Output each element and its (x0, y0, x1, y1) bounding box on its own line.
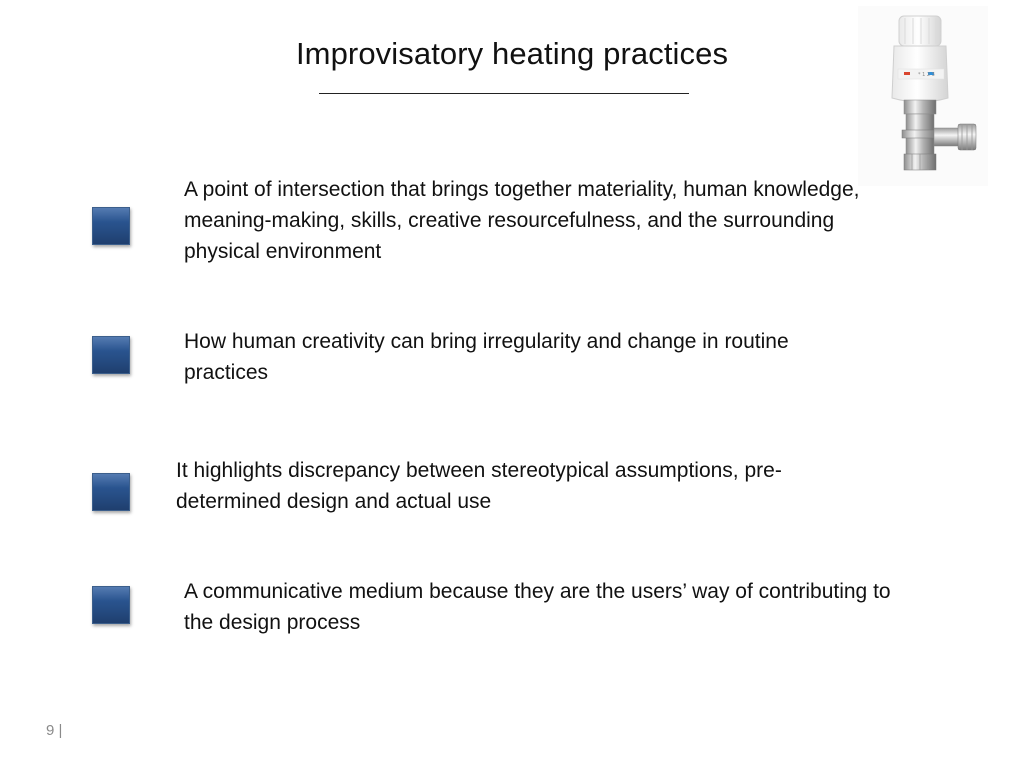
slide-number: 9 | (46, 722, 63, 739)
bullet-text: A communicative medium because they are the users’ way of contributing to the design process (184, 580, 891, 634)
svg-text:* 1 2 3: * 1 2 3 (918, 72, 935, 78)
bullet-marker (92, 207, 130, 245)
title-underline (319, 93, 689, 94)
bullet-text: It highlights discrepancy between stereotypical assumptions, pre-determined design and actual use (176, 459, 782, 513)
bullet-marker (92, 586, 130, 624)
bullet-text: A point of intersection that brings together materiality, human knowledge, meaning-making, skills, creative resourcefulness, and the surrounding physical environment (184, 178, 860, 263)
bullet-marker (92, 473, 130, 511)
page-title: Improvisatory heating practices (295, 36, 729, 71)
bullet-marker (92, 336, 130, 374)
bullet-text: How human creativity can bring irregularity and change in routine practices (184, 330, 789, 384)
radiator-valve-icon (858, 6, 988, 186)
